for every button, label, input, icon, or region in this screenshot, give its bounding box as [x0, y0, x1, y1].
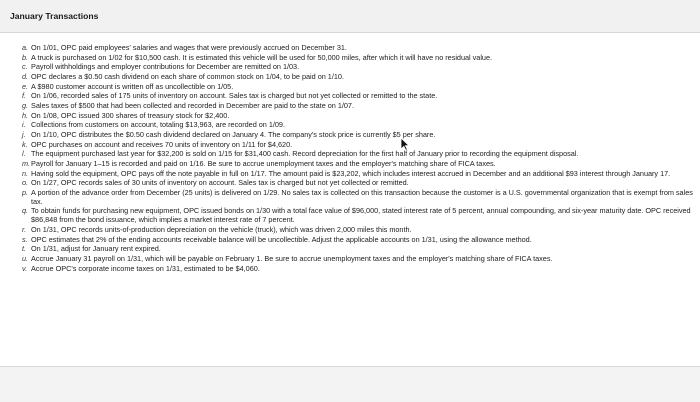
list-item-marker: s.: [22, 234, 28, 244]
list-item-text: A truck is purchased on 1/02 for $10,500 cash. It is estimated this vehicle will be used for 50,000 miles, after which it will have no residual value.: [31, 52, 493, 62]
list-item-text: Sales taxes of $500 that had been collected and recorded in December are paid to the state on 1/07.: [31, 100, 354, 110]
list-item: [22, 226, 694, 235]
list-item: [22, 179, 694, 188]
list-item: [22, 189, 694, 207]
list-item-marker: k.: [22, 139, 28, 149]
list-item-text: Accrue OPC's corporate income taxes on 1/31, estimated to be $4,060.: [31, 263, 260, 273]
list-item-text: OPC estimates that 2% of the ending accounts receivable balance will be uncollectible. Adjust the applicable accounts on 1/31, using the allowance method.: [31, 234, 532, 244]
footer-bar: [0, 367, 700, 402]
list-item-marker: o.: [22, 178, 29, 188]
list-item-text: Accrue January 31 payroll on 1/31, which will be payable on February 1. Be sure to accrue unemployment taxes and the employer's matching share of FICA taxes.: [31, 253, 553, 263]
list-item: [22, 131, 694, 140]
list-item-marker: n.: [22, 168, 29, 178]
list-item: [22, 102, 694, 111]
list-item: [22, 245, 694, 254]
list-item-marker: f.: [22, 91, 27, 101]
list-item-text: Having sold the equipment, OPC pays off the note payable in full on 1/17. The amount paid is $23,202, which includes interest accrued in December and an additional $93 interest through January 17.: [31, 168, 671, 178]
list-item-text: OPC declares a $0.50 cash dividend on each share of common stock on 1/04, to be paid on 1/10.: [31, 71, 344, 81]
list-item-marker: h.: [22, 110, 29, 120]
list-item-text: On 1/10, OPC distributes the $0.50 cash dividend declared on January 4. The company's stock price is currently $5 per share.: [31, 129, 436, 139]
list-item: [22, 141, 694, 150]
list-item-text: OPC purchases on account and receives 70 units of inventory on 1/11 for $4,620.: [31, 139, 293, 149]
list-item-text: On 1/08, OPC issued 300 shares of treasury stock for $2,400.: [31, 110, 230, 120]
list-item: [22, 121, 694, 130]
list-item-marker: u.: [22, 253, 29, 263]
list-item-marker: j.: [22, 129, 26, 139]
list-item: [22, 73, 694, 82]
list-item-marker: q.: [22, 206, 29, 216]
list-item-marker: t.: [22, 244, 27, 254]
list-item: [22, 83, 694, 92]
list-item: [22, 255, 694, 264]
list-item-text: On 1/06, recorded sales of 175 units of inventory on account. Sales tax is charged but not yet collected or remitted to the state.: [31, 91, 438, 101]
list-item: [22, 63, 694, 72]
list-item-text: On 1/31, OPC records units-of-production depreciation on the vehicle (truck), which was driven 2,000 miles this month.: [31, 224, 412, 234]
list-item-text: A portion of the advance order from December (25 units) is delivered on 1/29. No sales tax is collected on this transaction because the customer is a U.S. governmental organization that is exempt from sales tax.: [31, 187, 693, 206]
list-item-text: On 1/01, OPC paid employees' salaries and wages that were previously accrued on December 31.: [31, 43, 347, 52]
list-item: [22, 112, 694, 121]
list-item: [22, 207, 694, 225]
list-item-text: On 1/31, adjust for January rent expired.: [31, 244, 161, 254]
list-item: [22, 236, 694, 245]
list-item: [22, 150, 694, 159]
list-item-text: Collections from customers on account, totaling $13,963, are recorded on 1/09.: [31, 120, 285, 130]
transaction-list: [22, 44, 694, 274]
list-item-marker: v.: [22, 263, 28, 273]
list-item-text: A $980 customer account is written off as uncollectible on 1/05.: [31, 81, 234, 91]
list-item-marker: c.: [22, 62, 28, 72]
list-item-marker: p.: [22, 187, 29, 197]
list-item: [22, 44, 694, 53]
list-item-marker: a.: [22, 43, 29, 52]
list-item-marker: g.: [22, 100, 29, 110]
header-bar: [0, 0, 700, 33]
list-item-text: The equipment purchased last year for $32,200 is sold on 1/15 for $31,400 cash. Record depreciation for the first half of January prior to recording the equipment disposal.: [31, 149, 579, 159]
list-item: [22, 160, 694, 169]
list-item-marker: l.: [22, 149, 26, 159]
list-item-text: Payroll withholdings and employer contributions for December are remitted on 1/03.: [31, 62, 300, 72]
list-item-text: To obtain funds for purchasing new equipment, OPC issued bonds on 1/30 with a total face value of $96,000, stated interest rate of 5 percent, annual compounding, and six-year maturity date. OPC received $86,848 from the bond issuance, which implies a market interest rate of 7 percent.: [31, 206, 691, 225]
list-item-marker: d.: [22, 71, 29, 81]
list-item-marker: b.: [22, 52, 29, 62]
list-item: [22, 92, 694, 101]
list-item-text: On 1/27, OPC records sales of 30 units of inventory on account. Sales tax is charged but not yet collected or remitted.: [31, 178, 409, 188]
list-item-marker: e.: [22, 81, 29, 91]
mouse-cursor-icon: [400, 137, 410, 151]
list-item: [22, 54, 694, 63]
list-item-marker: r.: [22, 224, 27, 234]
list-item: [22, 170, 694, 179]
list-item-text: Payroll for January 1–15 is recorded and paid on 1/16. Be sure to accrue unemployment taxes and the employer's matching share of FICA taxes.: [31, 158, 496, 168]
list-item-marker: i.: [22, 120, 26, 130]
list-item: [22, 265, 694, 274]
list-item-marker: m.: [22, 158, 31, 168]
page-title: January Transactions: [10, 11, 99, 21]
